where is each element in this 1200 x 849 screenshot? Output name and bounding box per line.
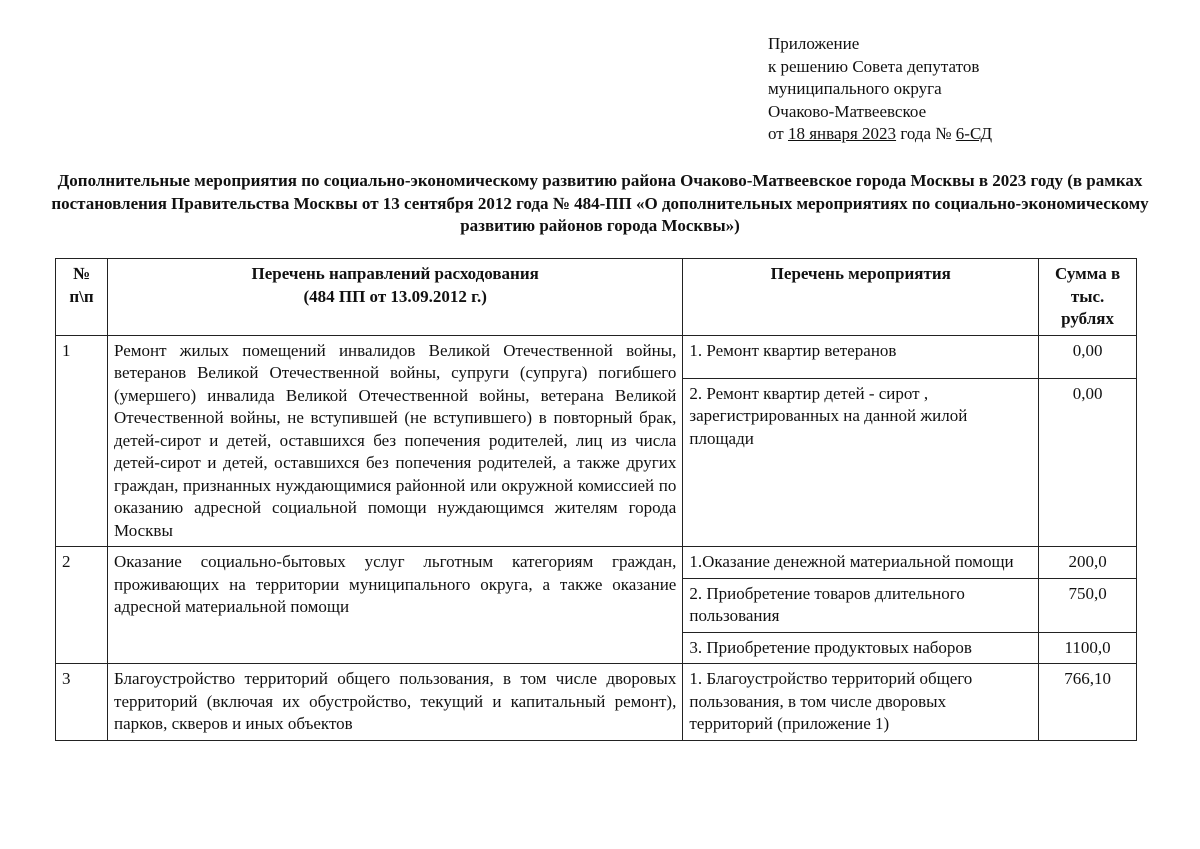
row-sum: 766,10 — [1039, 664, 1137, 741]
row-sum: 0,00 — [1039, 335, 1137, 378]
header-direction — [108, 259, 683, 336]
annex-line: к решению Совета депутатов — [768, 56, 980, 76]
row-num: 3 — [56, 664, 108, 741]
row-direction: Оказание социально-бытовых услуг льготным категориям граждан, проживающих на территории муниципального округа, а также оказание адресной материальной помощи — [108, 547, 683, 664]
row-sum: 1100,0 — [1039, 632, 1137, 664]
row-num: 1 — [56, 335, 108, 547]
row-direction: Ремонт жилых помещений инвалидов Великой Отечественной войны, ветеранов Великой Отечественной войны, супруги (супруга) погибшего (умершего) инвалида Великой Отечественной войны, ветерана Великой Отечественной войны, не вступившей (не вступившего) в повторный брак, детей-сирот и детей, оставшихся без попечения родителей, лиц из числа детей-сирот и детей, оставшихся без попечения родителей, а также других граждан, признанных нуждающимися районной или окружной комиссией по оказанию адресной социальной помощи нуждающимся жителям города Москвы — [108, 335, 683, 547]
row-sum: 750,0 — [1039, 578, 1137, 632]
row-activity: 2. Приобретение товаров длительного пользования — [683, 578, 1039, 632]
activities-table — [55, 258, 1137, 741]
header-direction-line2: (484 ПП от 13.09.2012 г.) — [303, 286, 487, 306]
row-activity: 1.Оказание денежной материальной помощи — [683, 547, 1039, 579]
annex-line: муниципального округа — [768, 79, 942, 98]
table-row — [56, 547, 1137, 579]
annex-block — [768, 33, 992, 146]
table-header-row — [56, 259, 1137, 336]
row-activity: 3. Приобретение продуктовых наборов — [683, 632, 1039, 664]
annex-line: Приложение — [768, 34, 860, 53]
row-activity: 1. Ремонт квартир ветеранов — [683, 335, 1039, 378]
row-direction: Благоустройство территорий общего пользования, в том числе дворовых территорий (включая их обустройство, текущий и капитальный ремонт), парков, скверов и иных объектов — [108, 664, 683, 741]
row-sum: 200,0 — [1039, 547, 1137, 579]
annex-date-prefix: от — [768, 124, 784, 143]
row-num: 2 — [56, 547, 108, 664]
annex-line: Очаково-Матвеевское — [768, 101, 927, 121]
document-title: Дополнительные мероприятия по социально-экономическому развитию района Очаково-Матвеевское города Москвы в 2023 году (в рамках постановления Правительства Москвы от 13 сентября 2012 года № 484-ПП «О дополнительных мероприятиях по социально-экономическому развитию районов города Москвы») — [51, 171, 1149, 235]
annex-date-line — [768, 123, 992, 146]
header-direction-line1: Перечень направлений расходования — [251, 264, 539, 283]
annex-number: 6-СД — [955, 124, 993, 143]
annex-number-prefix: года № — [900, 124, 952, 143]
header-sum: Сумма в тыс. рублях — [1039, 259, 1137, 336]
row-activity: 1. Благоустройство территорий общего пользования, в том числе дворовых территорий (приложение 1) — [683, 664, 1039, 741]
table-row — [56, 335, 1137, 378]
table-row — [56, 664, 1137, 741]
header-activity: Перечень мероприятия — [683, 259, 1039, 336]
row-activity: 2. Ремонт квартир детей - сирот , зарегистрированных на данной жилой площади — [683, 378, 1039, 547]
header-num: № п\п — [56, 259, 108, 336]
annex-date: 18 января 2023 — [787, 124, 897, 143]
row-sum: 0,00 — [1039, 378, 1137, 547]
